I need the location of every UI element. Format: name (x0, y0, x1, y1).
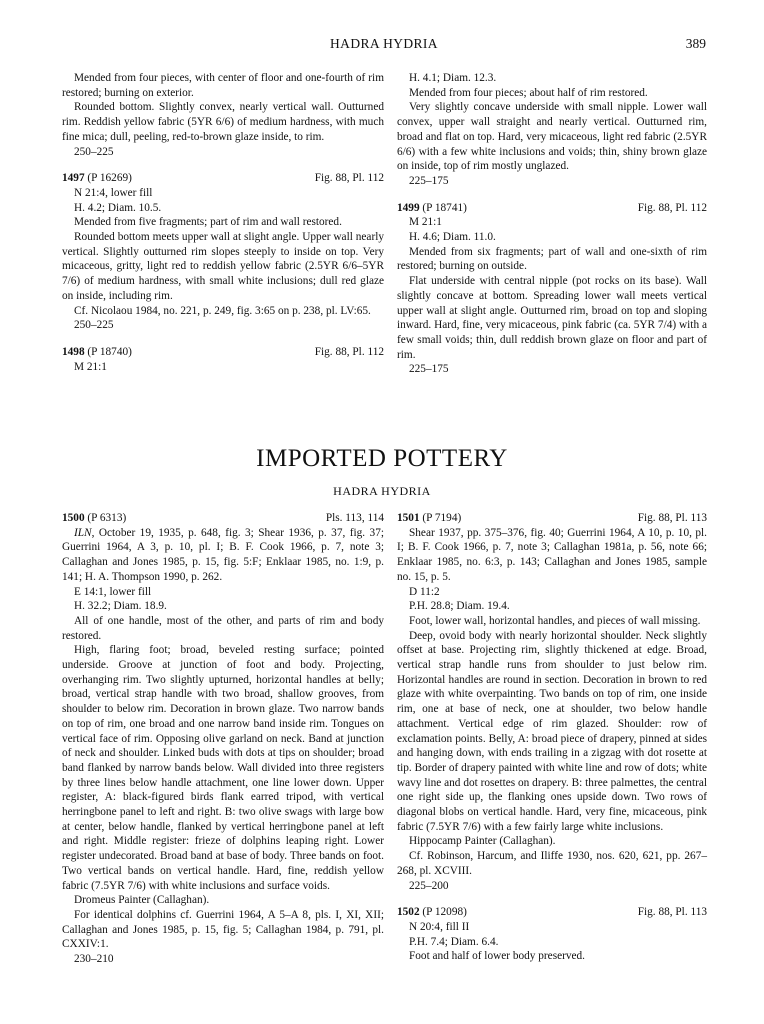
inventory-number: (P 18741) (422, 201, 467, 214)
figure-ref: Fig. 88, Pl. 113 (637, 512, 707, 524)
deposit-location: M 21:1 (74, 360, 107, 373)
entry-header-1502 (397, 905, 707, 920)
section-subtitle: HADRA HYDRIA (333, 484, 431, 498)
entry-continuation-description: Rounded bottom. Slightly convex, nearly vertical wall. Outturned rim. Reddish yellow fabric (5YR 6/6) of medium hardness, with much fine mica; dull, peeling, red-to-brown glaze inside, to rim. (62, 101, 384, 143)
entry-header-1500 (62, 511, 384, 526)
bibliography-text: , October 19, 1935, p. 648, fig. 3; Shear 1936, p. 37, fig. 37; Guerrini 1964, A 3, p. 10, pl. I; B. F. Cook 1966, p. 7, note 3; Callaghan and Jones 1985, p. 15, fig. 5:F; Enklaar 1985, no. 1:9, p. 141; H. A. Thompson 1990, p. 262. (62, 526, 384, 583)
figure-ref: Fig. 88, Pl. 112 (314, 172, 384, 185)
journal-abbreviation: ILN (74, 526, 92, 539)
condition: Mended from six fragments; part of wall and one-sixth of rim restored; burning on outside. (397, 245, 707, 273)
comparanda: For identical dolphins cf. Guerrini 1964, A 5–A 8, pls. I, XI, XII; Callaghan and Jones 1985, p. 15, fig. 5; Callaghan 1984, p. 791, pl. CXXIV:1. (62, 908, 384, 951)
entry-continuation-condition: Mended from four pieces, with center of floor and one-fourth of rim restored; burning on exterior. (62, 72, 384, 99)
section-title: IMPORTED POTTERY (256, 445, 508, 472)
bibliography: Shear 1937, pp. 375–376, fig. 40; Guerrini 1964, A 10, p. 10, pl. I; B. F. Cook 1966, p. 7, note 3; Callaghan 1981a, p. 56, note 66; Enklaar 1985, no. 6:3, p. 143; Callaghan and Jones 1985, sample no. 15, p. 5. (397, 526, 707, 583)
entry-header-1498 (62, 345, 384, 360)
description: Deep, ovoid body with nearly horizontal shoulder. Neck slightly offset at base. Projecting rim, slightly thickened at edge. Broad, vertical strap handle runs from shoulder to just below rim. Horizontal handles are round in section. Decoration in brown to red glaze with white overpainting. Two bands on top of rim, one inside rim, one at base of neck, one at shoulder, two below handle attachment. Vertical edge of rim glazed. Shoulder: row of exclamation points. Belly, A: broad piece of drapery, pinned at sides and hanging down, with ends trailing in a zigzag with dot rosette at tip. Border of drapery painted with white line and row of dots; white wavy line and dot rosettes on drapery. B: three palmettes, the central one right side up, the flanking ones upside down. Two rows of diagonal blobs on vertical handle. Hard, very fine, micaceous, pink fabric (7.5YR 7/6) with a few fairly large white inclusions. (397, 629, 707, 833)
deposit-location: M 21:1 (409, 216, 442, 229)
painter-attribution: Hippocamp Painter (Callaghan). (409, 835, 556, 848)
description: Flat underside with central nipple (pot rocks on its base). Wall slightly concave at bottom. Spreading lower wall meets vertical upper wall at slight angle. Outturned rim, broad on top and sloping inward. Hard, fine, very micaceous, pink fabric (ca. 5YR 7/4) with a few small voids; thin, dull reddish brown glaze on floor and part of rim. (397, 275, 707, 361)
entry-date: 225–175 (409, 174, 449, 187)
deposit-location: E 14:1, lower fill (74, 585, 152, 598)
entry-date: 225–175 (409, 363, 449, 376)
description: High, flaring foot; broad, beveled resting surface; pointed underside. Groove at junction of foot and body. Projecting, overhanging rim. Two slightly upturned, horizontal handles at belly; broad, vertical strap handle with two broad, shallow grooves, from shoulder to below rim. Decoration in brown glaze. Two narrow bands on top of rim, one broad and one narrow band inside rim. Tongues on vertical face of rim. Opposing olive garland on neck. Band at junction of neck and shoulder. Linked buds with dots at tips on shoulder; broad band flanked by narrow bands below. Wall divided into three registers by three lines below handle attachment, one line lower down. Upper register, A: black-figured birds flank earred tripod, with vertical herringbone panel to left and right. B: two olive swags with large bow at center, below handle, flanked by vertical herringbone panel at left and right. Middle register: frieze of dolphins leaping right. Lower register undecorated. Broad band at base of body. Three bands on foot. Two vertical bands on vertical handle. Hard, fine, reddish yellow fabric (7.5YR 7/6) with white inclusions and surface voids. (62, 644, 384, 892)
description: Very slightly concave underside with small nipple. Lower wall convex, upper wall straight and nearly vertical. Outturned rim, broad and flat on top. Hard, very micaceous, light red fabric (2.5YR 6/6) with a few white inclusions and voids; thin, shiny brown glaze on inside, top of rim mostly unglazed. (397, 101, 707, 173)
deposit-location: D 11:2 (409, 585, 440, 598)
comparanda: Cf. Nicolaou 1984, no. 221, p. 249, fig. 3:65 on p. 238, pl. LV:65. (74, 304, 371, 317)
entry-number: 1501 (397, 512, 420, 524)
inventory-number: (P 16269) (87, 172, 132, 185)
running-header (62, 36, 706, 56)
bibliography (62, 526, 384, 585)
lower-left-column (62, 511, 384, 967)
entry-date: 250–225 (74, 145, 114, 158)
entry-number: 1502 (397, 906, 420, 919)
dimensions: H. 4.2; Diam. 10.5. (74, 201, 162, 214)
inventory-number: (P 6313) (87, 512, 127, 524)
condition: Foot and half of lower body preserved. (409, 950, 585, 963)
upper-left-column (62, 71, 384, 374)
dimensions: P.H. 7.4; Diam. 6.4. (409, 935, 499, 948)
figure-ref: Fig. 88, Pl. 113 (637, 906, 707, 919)
lower-right-column (397, 511, 707, 964)
comparanda: Cf. Robinson, Harcum, and Iliffe 1930, nos. 620, 621, pp. 267–268, pl. XCVIII. (397, 850, 707, 877)
upper-right-column (397, 71, 707, 377)
entry-date: 230–210 (74, 953, 114, 966)
condition: Mended from five fragments; part of rim and wall restored. (74, 216, 342, 229)
dimensions: H. 32.2; Diam. 18.9. (74, 600, 167, 613)
deposit-location: N 20:4, fill II (409, 920, 470, 933)
entry-header-1499 (397, 201, 707, 216)
dimensions: H. 4.1; Diam. 12.3. (409, 72, 497, 84)
dimensions: H. 4.6; Diam. 11.0. (409, 231, 496, 244)
entry-header-1497 (62, 171, 384, 186)
running-title: HADRA HYDRIA (330, 36, 438, 51)
inventory-number: (P 7194) (422, 512, 462, 524)
inventory-number: (P 18740) (87, 345, 132, 358)
entry-date: 225–200 (409, 879, 449, 892)
condition: All of one handle, most of the other, and parts of rim and body restored. (62, 614, 384, 642)
figure-ref: Fig. 88, Pl. 112 (637, 201, 707, 214)
figure-ref: Pls. 113, 114 (325, 512, 384, 524)
deposit-location: N 21:4, lower fill (74, 186, 153, 199)
condition: Foot, lower wall, horizontal handles, and pieces of wall missing. (409, 614, 701, 627)
entry-date: 250–225 (74, 319, 114, 332)
figure-ref: Fig. 88, Pl. 112 (314, 345, 384, 358)
description: Rounded bottom meets upper wall at slight angle. Upper wall nearly vertical. Slightly outturned rim slopes steeply to inside on top. Very micaceous, gritty, light red to reddish yellow fabric (2.5YR 6/6–5YR 7/6) of medium hardness, with small white inclusions; dull red glaze on inside, including rim. (62, 231, 384, 302)
entry-number: 1499 (397, 201, 420, 214)
entry-number: 1500 (62, 512, 85, 524)
page-number: 389 (685, 36, 706, 51)
entry-header-1501 (397, 511, 707, 526)
condition: Mended from four pieces; about half of rim restored. (409, 86, 648, 99)
entry-number: 1498 (62, 345, 85, 358)
painter-attribution: Dromeus Painter (Callaghan). (74, 894, 210, 907)
inventory-number: (P 12098) (422, 906, 467, 919)
entry-number: 1497 (62, 172, 85, 185)
dimensions: P.H. 28.8; Diam. 19.4. (409, 600, 510, 613)
